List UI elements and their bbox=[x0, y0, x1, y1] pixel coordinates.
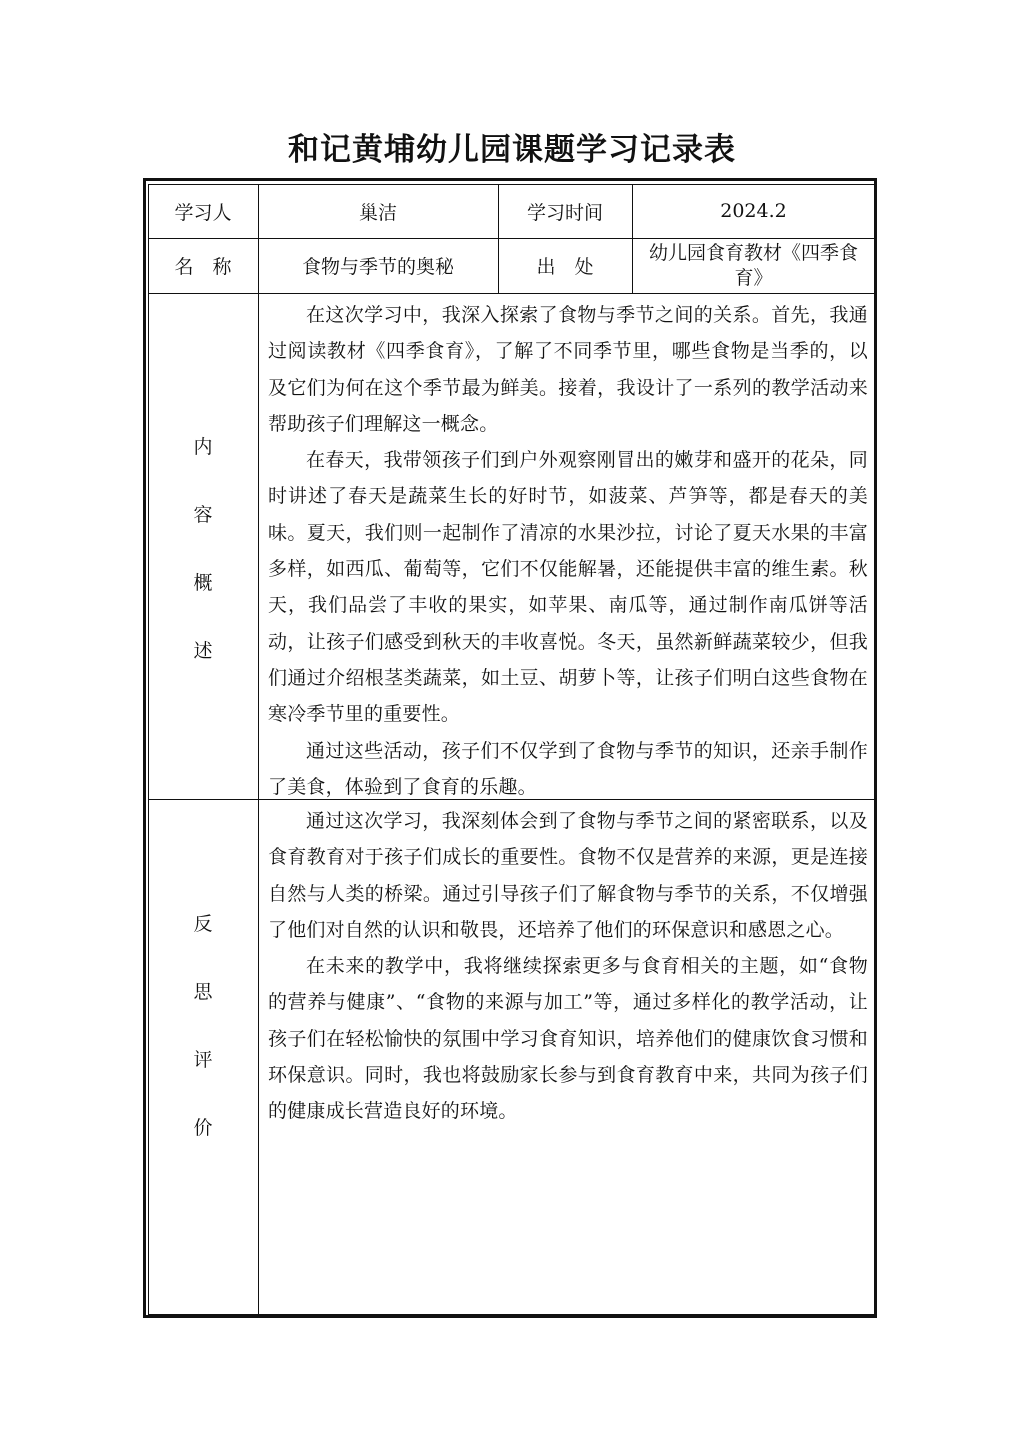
paragraph: 在未来的教学中，我将继续探索更多与食育相关的主题，如“食物的营养与健康”、“食物的来源与加工”等，通过多样化的教学活动，让孩子们在轻松愉快的氛围中学习食育知识，培养他们的健康饮食习惯和环保意识。同时，我也将鼓励家长参与到食育教育中来，共同为孩子们的健康成长营造良好的环境。 bbox=[268, 955, 868, 1123]
label-char: 评 bbox=[193, 1049, 213, 1071]
study-time-value: 2024.2 bbox=[720, 200, 787, 222]
topic-name-value: 食物与季节的奥秘 bbox=[301, 256, 454, 278]
label-char: 反 bbox=[193, 913, 213, 935]
source-label: 出 处 bbox=[536, 256, 594, 278]
learner-value: 巢洁 bbox=[358, 201, 397, 224]
label-char: 述 bbox=[193, 640, 213, 662]
paragraph: 在春天，我带领孩子们到户外观察刚冒出的嫩芽和盛开的花朵，同时讲述了春天是蔬菜生长的好时节，如菠菜、芦笋等，都是春天的美味。夏天，我们则一起制作了清凉的水果沙拉，讨论了夏天水果的丰富多样，如西瓜、葡萄等，它们不仅能解暑，还能提供丰富的维生素。秋天，我们品尝了丰收的果实，如苹果、南瓜等，通过制作南瓜饼等活动，让孩子们感受到秋天的丰收喜悦。冬天，虽然新鲜蔬菜较少，但我们通过介绍根茎类蔬菜，如土豆、胡萝卜等，让孩子们明白这些食物在寒冷季节里的重要性。 bbox=[268, 449, 868, 726]
content-summary-text bbox=[268, 297, 868, 805]
study-time-label: 学习时间 bbox=[526, 201, 603, 224]
label-char: 概 bbox=[193, 572, 213, 594]
column-divider bbox=[258, 184, 259, 1315]
topic-name-label: 名 称 bbox=[174, 256, 232, 278]
label-char: 价 bbox=[193, 1117, 213, 1139]
page-title: 和记黄埔幼儿园课题学习记录表 bbox=[288, 132, 736, 168]
label-char: 思 bbox=[193, 981, 213, 1003]
reflection-evaluation-text bbox=[268, 803, 868, 1130]
content-summary-label bbox=[148, 436, 258, 708]
label-char: 内 bbox=[193, 436, 213, 458]
paragraph: 在这次学习中，我深入探索了食物与季节之间的关系。首先，我通过阅读教材《四季食育》，了解了不同季节里，哪些食物是当季的，以及它们为何在这个季节最为鲜美。接着，我设计了一系列的教学活动来帮助孩子们理解这一概念。 bbox=[268, 304, 868, 435]
paragraph: 通过这些活动，孩子们不仅学到了食物与季节的知识，还亲手制作了美食，体验到了食育的乐趣。 bbox=[268, 739, 868, 798]
paragraph: 通过这次学习，我深刻体会到了食物与季节之间的紧密联系，以及食育教育对于孩子们成长的重要性。食物不仅是营养的来源，更是连接自然与人类的桥梁。通过引导孩子们了解食物与季节的关系，不仅增强了他们对自然的认识和敬畏，还培养了他们的环保意识和感恩之心。 bbox=[268, 810, 868, 941]
learner-label: 学习人 bbox=[174, 201, 232, 224]
label-char: 容 bbox=[193, 504, 213, 526]
source-value: 幼儿园食育教材《四季食育》 bbox=[648, 241, 858, 289]
reflection-evaluation-label bbox=[148, 913, 258, 1185]
